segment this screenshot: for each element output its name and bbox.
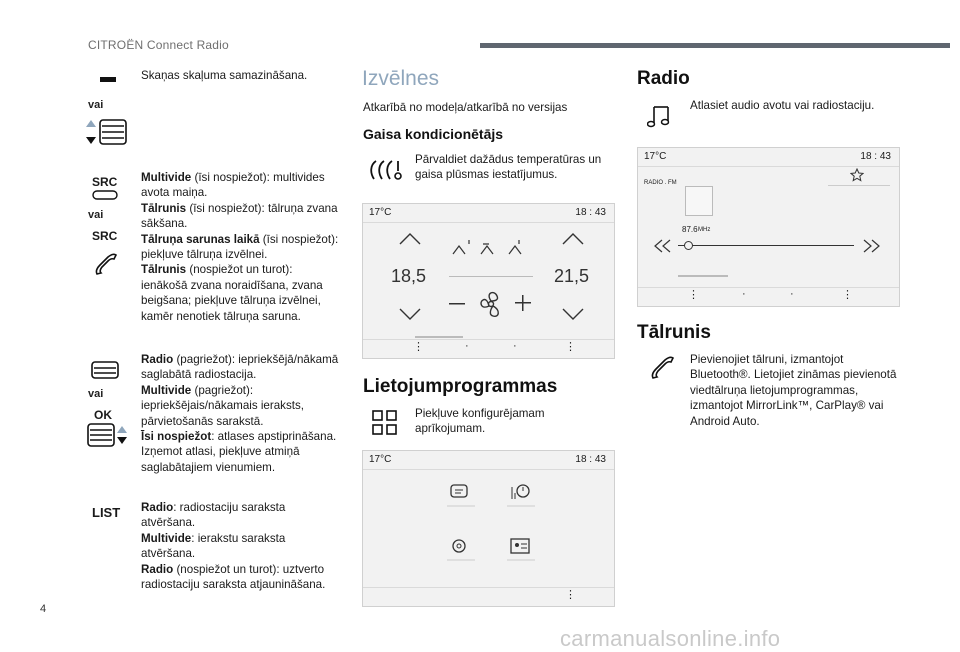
- src-button-label-2: SRC: [92, 229, 118, 243]
- src-description: Multivide (īsi nospiežot): multivides avota maiņa. Tālrunis (īsi nospiežot): tālruņa zvana sākšana. Tālruņa sarunas laikā (īsi nospiežot): piekļuve tālruņa izvēlnei. Tālrunis (nospiežot un turot): ienākošā zvana noraidīšana, zvana beigšana; piekļuve tālruņa izvēlnei, kamēr nenotiek tālruņa saruna.: [141, 171, 339, 323]
- screen-outside-temp: 17°C: [644, 151, 667, 162]
- phone-title: Tālrunis: [637, 322, 711, 343]
- page-number: 4: [40, 603, 47, 615]
- radio-text: Atlasiet audio avotu vai radiostaciju.: [690, 99, 875, 112]
- or-label: vai: [88, 209, 104, 221]
- station-artwork: [685, 186, 713, 216]
- left-temp-value: 18,5: [391, 266, 427, 286]
- screen-clock: 18 : 43: [575, 454, 606, 465]
- app-trip-computer-icon[interactable]: [507, 481, 535, 507]
- frequency-slider[interactable]: [678, 245, 854, 246]
- screen-outside-temp: 17°C: [369, 454, 392, 465]
- radio-title: Radio: [637, 68, 690, 89]
- or-label: vai: [88, 388, 104, 400]
- left-temp-up-icon[interactable]: [399, 231, 421, 247]
- app-contacts-icon[interactable]: [507, 535, 535, 561]
- seek-back-icon[interactable]: [652, 238, 674, 254]
- more-options-icon[interactable]: ⋮: [565, 589, 576, 601]
- right-temp-value: 21,5: [554, 266, 590, 286]
- wheel-icon: [90, 360, 120, 380]
- airflow-mode-icon[interactable]: [449, 238, 533, 258]
- screen-outside-temp: 17°C: [369, 207, 392, 218]
- climate-text: Pārvaldiet dažādus temperatūras un gaisa plūsmas iestatījumus.: [415, 153, 602, 182]
- ok-wheel-icon: [86, 422, 130, 448]
- phone-text: Pievienojiet tālruni, izmantojot Bluetooth®. Lietojiet zināmas pievienotā viedtālruņa lietojumprogrammas, izmantojot MirrorLink™, CarPlay® vai Android Auto.: [690, 353, 897, 428]
- radio-wheel-description: Radio (pagriežot): iepriekšējā/nākamā saglabātā radiostacija. Multivide (pagriežot): iepriekšējais/nākamais ieraksts, pārvietošanās sarakstā. Īsi nospiežot: atlases apstiprināšana. Izņemot atlasi, piekļuve atmiņā saglabātajiem vienumiem.: [141, 353, 339, 474]
- volume-wheel-icon: [86, 118, 130, 148]
- or-label: vai: [88, 99, 104, 111]
- climate-screen: 17°C 18 : 43 18,5 21,5 ⋮ · · ⋮: [362, 203, 615, 359]
- list-button-label: LIST: [92, 505, 121, 520]
- divider-line: [449, 276, 533, 277]
- radio-band-label: RADIO . FM: [644, 180, 677, 186]
- radio-screen: 17°C 18 : 43 RADIO . FM 87.6 MHz ⋮ · · ⋮: [637, 147, 900, 307]
- phone-icon: [92, 250, 120, 278]
- applications-text: Piekļuve konfigurējamam aprīkojumam.: [415, 407, 545, 436]
- screen-clock: 18 : 43: [860, 151, 891, 162]
- menus-subtitle: Atkarībā no modeļa/atkarībā no versijas: [363, 101, 568, 114]
- volume-down-icon: [100, 77, 120, 83]
- fan-icon: [477, 288, 505, 320]
- screen-page-indicator: [678, 275, 728, 277]
- app-settings-icon[interactable]: [447, 535, 475, 561]
- right-temp-up-icon[interactable]: [562, 231, 584, 247]
- fan-minus-icon[interactable]: [449, 302, 465, 306]
- frequency-value: 87.6: [682, 225, 698, 234]
- src-button-icon: [92, 190, 120, 200]
- screen-clock: 18 : 43: [575, 207, 606, 218]
- watermark: carmanualsonline.info: [560, 626, 781, 651]
- screen-page-indicator: [415, 336, 463, 338]
- menus-title: Izvēlnes: [362, 67, 440, 90]
- manual-header-title: CITROËN Connect Radio: [88, 38, 229, 52]
- music-note-icon: [647, 104, 673, 128]
- fan-plus-icon[interactable]: [515, 295, 531, 311]
- list-description: Radio: radiostaciju saraksta atvēršana. Multivide: ierakstu saraksta atvēršana. Radio (nospiežot un turot): uztverto radiostaciju saraksta atjaunināšana.: [141, 501, 326, 592]
- more-options-icon[interactable]: ⋮: [688, 289, 699, 301]
- phone-handset-icon: [649, 354, 677, 382]
- climate-icon: [368, 157, 402, 183]
- more-options-icon[interactable]: ⋮: [565, 341, 576, 353]
- favorite-star-icon[interactable]: [850, 168, 864, 182]
- app-connected-services-icon[interactable]: [447, 481, 475, 507]
- header-bar: [480, 43, 950, 48]
- frequency-unit: MHz: [698, 227, 711, 233]
- climate-title: Gaisa kondicionētājs: [363, 126, 504, 142]
- left-temp-down-icon[interactable]: [399, 306, 421, 322]
- volume-down-text: Skaņas skaļuma samazināšana.: [141, 69, 308, 82]
- seek-forward-icon[interactable]: [860, 238, 882, 254]
- right-temp-down-icon[interactable]: [562, 306, 584, 322]
- ok-button-label: OK: [94, 408, 112, 422]
- applications-title: Lietojumprogrammas: [363, 376, 558, 397]
- applications-icon: [372, 410, 398, 436]
- more-options-icon[interactable]: ⋮: [413, 341, 424, 353]
- applications-screen: [362, 450, 615, 607]
- frequency-slider-handle[interactable]: [684, 241, 693, 250]
- src-button-label: SRC: [92, 175, 118, 189]
- more-options-icon[interactable]: ⋮: [842, 289, 853, 301]
